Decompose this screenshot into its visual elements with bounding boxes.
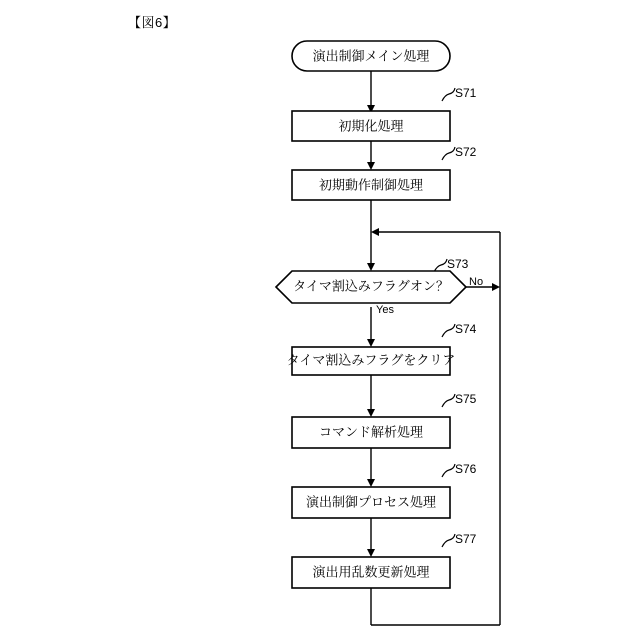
s75-label: コマンド解析処理 bbox=[318, 424, 424, 440]
s73-no-label: No bbox=[469, 276, 484, 288]
start-label: 演出制御メイン処理 bbox=[312, 48, 430, 64]
s76-label: 演出制御プロセス処理 bbox=[305, 494, 437, 510]
arrowhead-s75 bbox=[367, 409, 375, 417]
arrowhead-s77 bbox=[367, 549, 375, 557]
s75-step: S75 bbox=[455, 392, 477, 406]
arrowhead-s74 bbox=[367, 339, 375, 347]
s74-label: タイマ割込みフラグをクリア bbox=[286, 352, 456, 368]
node-start bbox=[292, 41, 450, 71]
s73-label: タイマ割込みフラグオン？ bbox=[293, 278, 449, 294]
step-tick-s74 bbox=[442, 324, 455, 337]
arrowhead-loop-return bbox=[371, 228, 379, 236]
s76-step: S76 bbox=[455, 462, 477, 476]
s77-label: 演出用乱数更新処理 bbox=[312, 564, 430, 580]
figure-label: 【図6】 bbox=[128, 15, 177, 30]
s72-label: 初期動作制御処理 bbox=[318, 177, 424, 193]
s77-step: S77 bbox=[455, 532, 477, 546]
step-tick-s76 bbox=[442, 464, 455, 477]
step-tick-s72 bbox=[442, 147, 455, 160]
arrowhead-s72 bbox=[367, 162, 375, 170]
s72-step: S72 bbox=[455, 145, 477, 159]
step-tick-s75 bbox=[442, 394, 455, 407]
s74-step: S74 bbox=[455, 322, 477, 336]
step-tick-s71 bbox=[442, 88, 455, 101]
arrowhead-s73-no bbox=[492, 283, 500, 291]
s71-step: S71 bbox=[455, 86, 477, 100]
arrowhead-s73 bbox=[367, 263, 375, 271]
s71-label: 初期化処理 bbox=[338, 118, 404, 134]
arrowhead-s76 bbox=[367, 479, 375, 487]
node-s73 bbox=[276, 257, 483, 316]
step-tick-s73 bbox=[434, 259, 447, 272]
s73-yes-label: Yes bbox=[376, 304, 394, 316]
s73-step: S73 bbox=[447, 257, 469, 271]
step-tick-s77 bbox=[442, 534, 455, 547]
